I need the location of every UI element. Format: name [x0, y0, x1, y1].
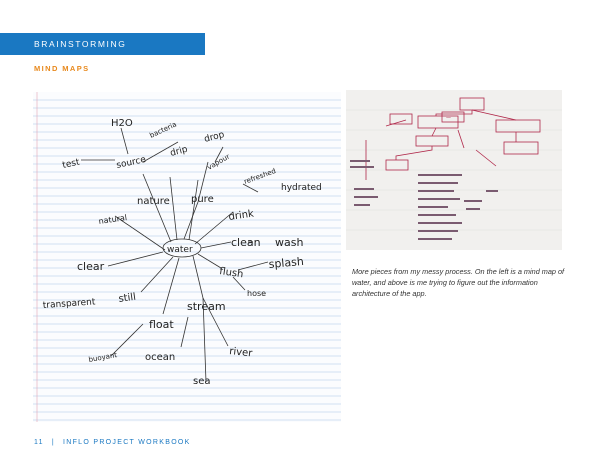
- workbook-title: INFLO PROJECT WORKBOOK: [63, 439, 191, 446]
- caption-text: More pieces from my messy process. On the left is a mind map of water, and above is me trying to figure out the information architecture of the app.: [352, 267, 565, 298]
- ia-sketch-photo: [346, 90, 562, 250]
- word-transparent: transparent: [42, 297, 96, 311]
- word-vapour: vapour: [206, 152, 232, 172]
- word-clean: clean: [231, 236, 261, 249]
- word-ocean: ocean: [145, 352, 176, 363]
- word-refreshed: refreshed: [242, 166, 278, 186]
- word-bacteria: bacteria: [148, 120, 178, 140]
- word-nature: nature: [137, 196, 170, 207]
- word-buoyant: buoyant: [87, 351, 118, 364]
- word-stream: stream: [187, 300, 226, 313]
- word-still: still: [117, 291, 137, 305]
- footer-separator: |: [51, 439, 55, 446]
- word-flush: flush: [218, 266, 245, 281]
- page-footer: [34, 439, 191, 446]
- word-clear: clear: [77, 260, 105, 273]
- banner-label: BRAINSTORMING: [34, 39, 127, 49]
- word-float: float: [149, 318, 174, 331]
- word-river: river: [228, 346, 253, 360]
- mind-map-notebook: [33, 92, 341, 422]
- word-hydrated: hydrated: [281, 183, 322, 193]
- word-drop: drop: [203, 129, 226, 145]
- word-test: test: [61, 157, 81, 171]
- section-title: MIND MAPS: [34, 64, 90, 73]
- word-natural: natural: [98, 213, 128, 226]
- word-hose: hose: [247, 289, 267, 298]
- word-source: source: [115, 154, 147, 171]
- word-drip: drip: [169, 144, 189, 159]
- word-splash: splash: [268, 254, 305, 271]
- word-drink: drink: [227, 208, 255, 223]
- section-banner: [0, 33, 205, 55]
- ia-note: —: [446, 115, 451, 121]
- word-wash: wash: [275, 236, 304, 249]
- word-water-center: water: [167, 245, 193, 255]
- word-pure: pure: [191, 194, 214, 205]
- word-sea: sea: [193, 376, 211, 387]
- page-number: 11: [34, 439, 44, 446]
- word-h2o: H2O: [111, 118, 133, 129]
